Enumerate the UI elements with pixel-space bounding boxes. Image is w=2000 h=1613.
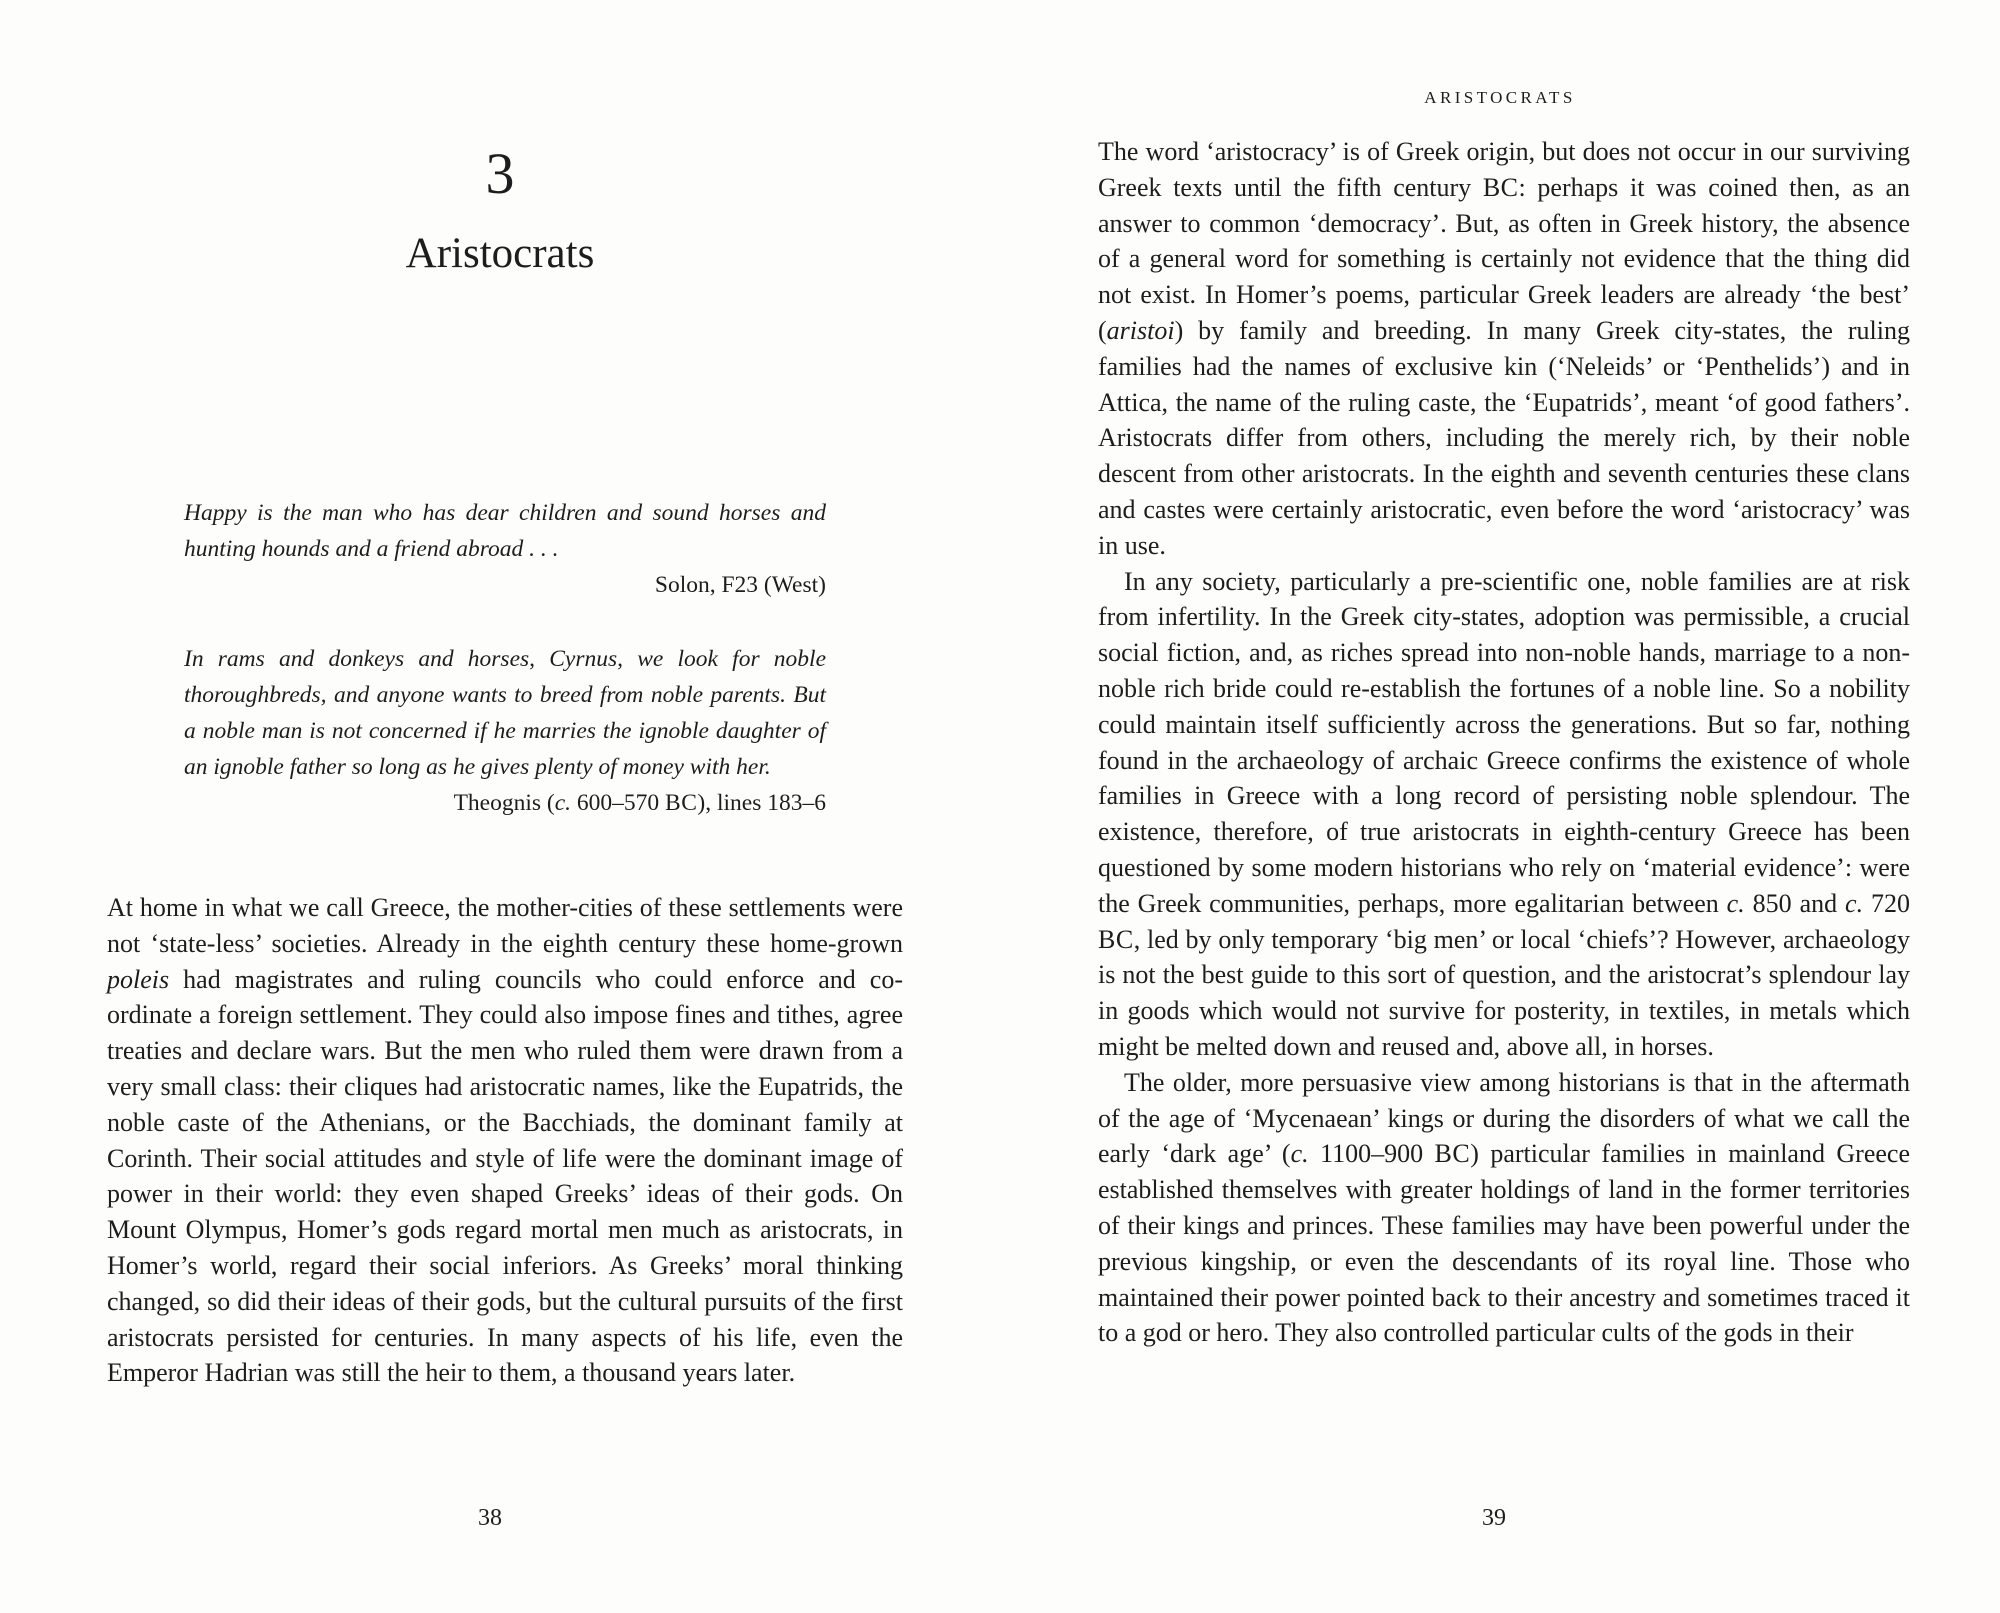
era-abbrev: BC [1434, 1139, 1471, 1169]
text-run: ) by family and breeding. In many Greek city-states, the ruling families had the names of exclusive kin (‘Neleids’ or ‘Penthelids’) and in Attica, the name of the ruling caste, the ‘Eupatrids’, meant ‘of good fathers’. Aristocrats differ from others, including the merely rich, by their noble descent from other aristocrats. In the eighth and seventh centuries these clans and castes were certainly aristocratic, even before the word ‘aristocracy’ was in use. [1098, 315, 1910, 560]
running-head: ARISTOCRATS [1424, 88, 1576, 107]
page-number: 39 [1482, 1505, 1506, 1531]
text-run: 1100–900 [1308, 1139, 1435, 1169]
text-run: At home in what we call Greece, the mother-cities of these settlements were not ‘state-less’ societies. Already in the eighth century these home-grown [107, 893, 903, 958]
body-text-left [107, 890, 903, 1391]
attribution-suffix: ), lines 183–6 [697, 790, 826, 816]
text-run: : perhaps it was coined then, as an answer to common ‘democracy’. But, as often in Greek history, the absence of a general word for something is certainly not evidence that the thing did not exist. In Homer’s poems, particular Greek leaders are already ‘the best’ ( [1098, 172, 1910, 345]
attribution-dates: 600–570 [571, 790, 666, 816]
paragraph-3 [1098, 1065, 1910, 1351]
epigraph-attribution [454, 785, 826, 821]
circa: c. [1726, 888, 1745, 918]
paragraph [107, 890, 903, 1391]
chapter-title: Aristocrats [405, 230, 595, 277]
attribution-prefix: Theognis ( [453, 790, 555, 816]
text-run: The word ‘aristocracy’ is of Greek origin, but does not occur in our surviving Greek texts until the fifth century [1098, 137, 1910, 202]
epigraph-theognis [184, 641, 826, 821]
epigraph-solon [184, 495, 826, 603]
circa: c. [1290, 1139, 1309, 1169]
chapter-number: 3 [485, 141, 515, 206]
text-run: In any society, particularly a pre-scientific one, noble families are at risk from infertility. In the Greek city-states, adoption was permissible, a crucial social fiction, and, as riches spread into non-noble hands, marriage to a non-noble rich bride could re-establish the fortunes of a noble line. So a nobility could maintain itself sufficiently across the generations. But so far, nothing found in the archaeology of archaic Greece confirms the existence of whole families in Greece with a long record of persisting noble splendour. The existence, therefore, of true aristocrats in eighth-century Greece has been questioned by some modern historians who rely on ‘material evidence’: were the Greek communities, perhaps, more egalitarian between [1098, 566, 1910, 918]
era-abbrev: BC [1098, 924, 1134, 954]
epigraph-quote-text: In rams and donkeys and horses, Cyrnus, we look for noble thoroughbreds, and anyone wants to breed from noble parents. But a noble man is not concerned if he marries the ignoble daughter of an ignoble father so long as he gives plenty of money with her. [184, 646, 826, 780]
right-page [1000, 0, 2000, 1613]
circa: c. [1845, 888, 1864, 918]
text-run: ) particular families in mainland Greece established themselves with greater holdings of land in the former territories of their kings and princes. These families may have been powerful under the previous kingship, or even the descendants of its royal line. Those who maintained their power pointed back to their ancestry and sometimes traced it to a god or hero. They also controlled particular cults of the gods in their [1098, 1139, 1910, 1348]
epigraph-quote [184, 641, 826, 816]
text-run: had magistrates and ruling councils who could enforce and co-ordinate a foreign settlement. They could also impose fines and tithes, agree treaties and declare wars. But the men who ruled them were drawn from a very small class: their cliques had aristocratic names, like the Eupatrids, the noble caste of the Athenians, or the Bacchiads, the dominant family at Corinth. Their social attitudes and style of life were the dominant image of power in their world: they even shaped Greeks’ ideas of their gods. On Mount Olympus, Homer’s gods regard mortal men much as aristocrats, in Homer’s world, regard their social inferiors. As Greeks’ moral thinking changed, so did their ideas of their gods, but the cultural pursuits of the first aristocrats persisted for centuries. In many aspects of his life, even the Emperor Hadrian was still the heir to them, a thousand years later. [107, 964, 903, 1388]
text-run: 720 [1863, 888, 1910, 918]
paragraph-2 [1098, 564, 1910, 1065]
text-run: , led by only temporary ‘big men’ or local ‘chiefs’? However, archaeology is not the best guide to this sort of question, and the aristocrat’s splendour lay in goods which would not survive for posterity, in textiles, in metals which might be melted down and reused and, above all, in horses. [1098, 924, 1910, 1061]
attribution-circa: c. [554, 790, 572, 816]
italic-term: poleis [107, 964, 170, 994]
paragraph-1 [1098, 134, 1910, 564]
attribution-era: BC [665, 790, 698, 816]
epigraph-attribution: Solon, F23 (West) [654, 572, 826, 598]
era-abbrev: BC [1482, 172, 1519, 202]
page-number: 38 [478, 1505, 502, 1531]
body-text-right [1098, 134, 1910, 1351]
text-run: The older, more persuasive view among historians is that in the aftermath of the age of ‘Mycenaean’ kings or during the disorders of what we call the early ‘dark age’ ( [1098, 1067, 1910, 1169]
italic-term: aristoi [1106, 315, 1175, 345]
text-run: 850 and [1744, 888, 1846, 918]
epigraph-quote: Happy is the man who has dear children and sound horses and hunting hounds and a friend abroad . . . [184, 500, 826, 562]
